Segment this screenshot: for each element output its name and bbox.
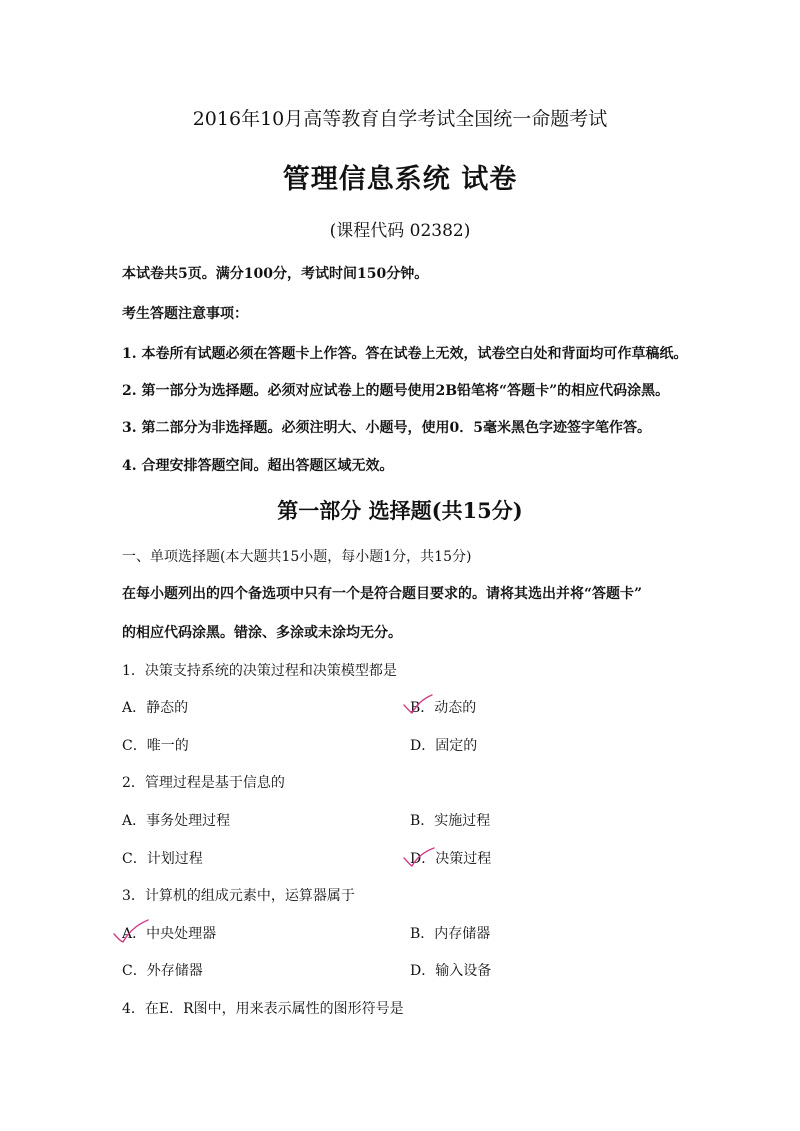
option-c: C．计划过程 [122, 851, 203, 867]
option-d: D．输入设备 [410, 963, 492, 979]
option-b: B．内存储器 [410, 926, 491, 942]
instruction-item: 4. 合理安排答题空间。超出答题区域无效。 [122, 458, 394, 474]
option-a: A．静态的 [122, 700, 189, 716]
option-c: C．唯一的 [122, 738, 189, 754]
exam-summary: 本试卷共5页。满分100分，考试时间150分钟。 [122, 266, 429, 282]
option-a: A．中央处理器 [122, 926, 217, 942]
question-stem: 4．在E．R图中，用来表示属性的图形符号是 [122, 1001, 404, 1017]
course-code: (课程代码 02382) [329, 221, 471, 241]
instruction-item: 3. 第二部分为非选择题。必须注明大、小题号，使用0．5毫米黑色字迹签字笔作答。 [122, 420, 651, 436]
option-b: B．动态的 [410, 700, 477, 716]
option-d: D．决策过程 [410, 851, 492, 867]
directions-line: 在每小题列出的四个备选项中只有一个是符合题目要求的。请将其选出并将“答题卡” [122, 586, 643, 602]
option-a: A．事务处理过程 [122, 813, 231, 829]
part1-title: 第一部分 选择题(共15分) [277, 498, 523, 523]
paper-title: 管理信息系统 试卷 [282, 164, 518, 195]
directions-line: 的相应代码涂黑。错涂、多涂或未涂均无分。 [122, 625, 402, 641]
option-d: D．固定的 [410, 738, 478, 754]
option-c: C．外存储器 [122, 963, 203, 979]
question-stem: 1．决策支持系统的决策过程和决策模型都是 [122, 663, 397, 679]
question-stem: 2．管理过程是基于信息的 [122, 775, 285, 791]
instruction-item: 2. 第一部分为选择题。必须对应试卷上的题号使用2B铅笔将“答题卡”的相应代码涂黑。 [122, 383, 670, 399]
section-heading: 一、单项选择题(本大题共15小题，每小题1分，共15分) [122, 549, 472, 565]
instructions-heading: 考生答题注意事项： [122, 306, 248, 322]
option-b: B．实施过程 [410, 813, 491, 829]
exam-header: 2016年10月高等教育自学考试全国统一命题考试 [192, 108, 608, 130]
instruction-item: 1. 本卷所有试题必须在答题卡上作答。答在试卷上无效，试卷空白处和背面均可作草稿纸。 [122, 346, 688, 362]
question-stem: 3．计算机的组成元素中，运算器属于 [122, 888, 355, 904]
